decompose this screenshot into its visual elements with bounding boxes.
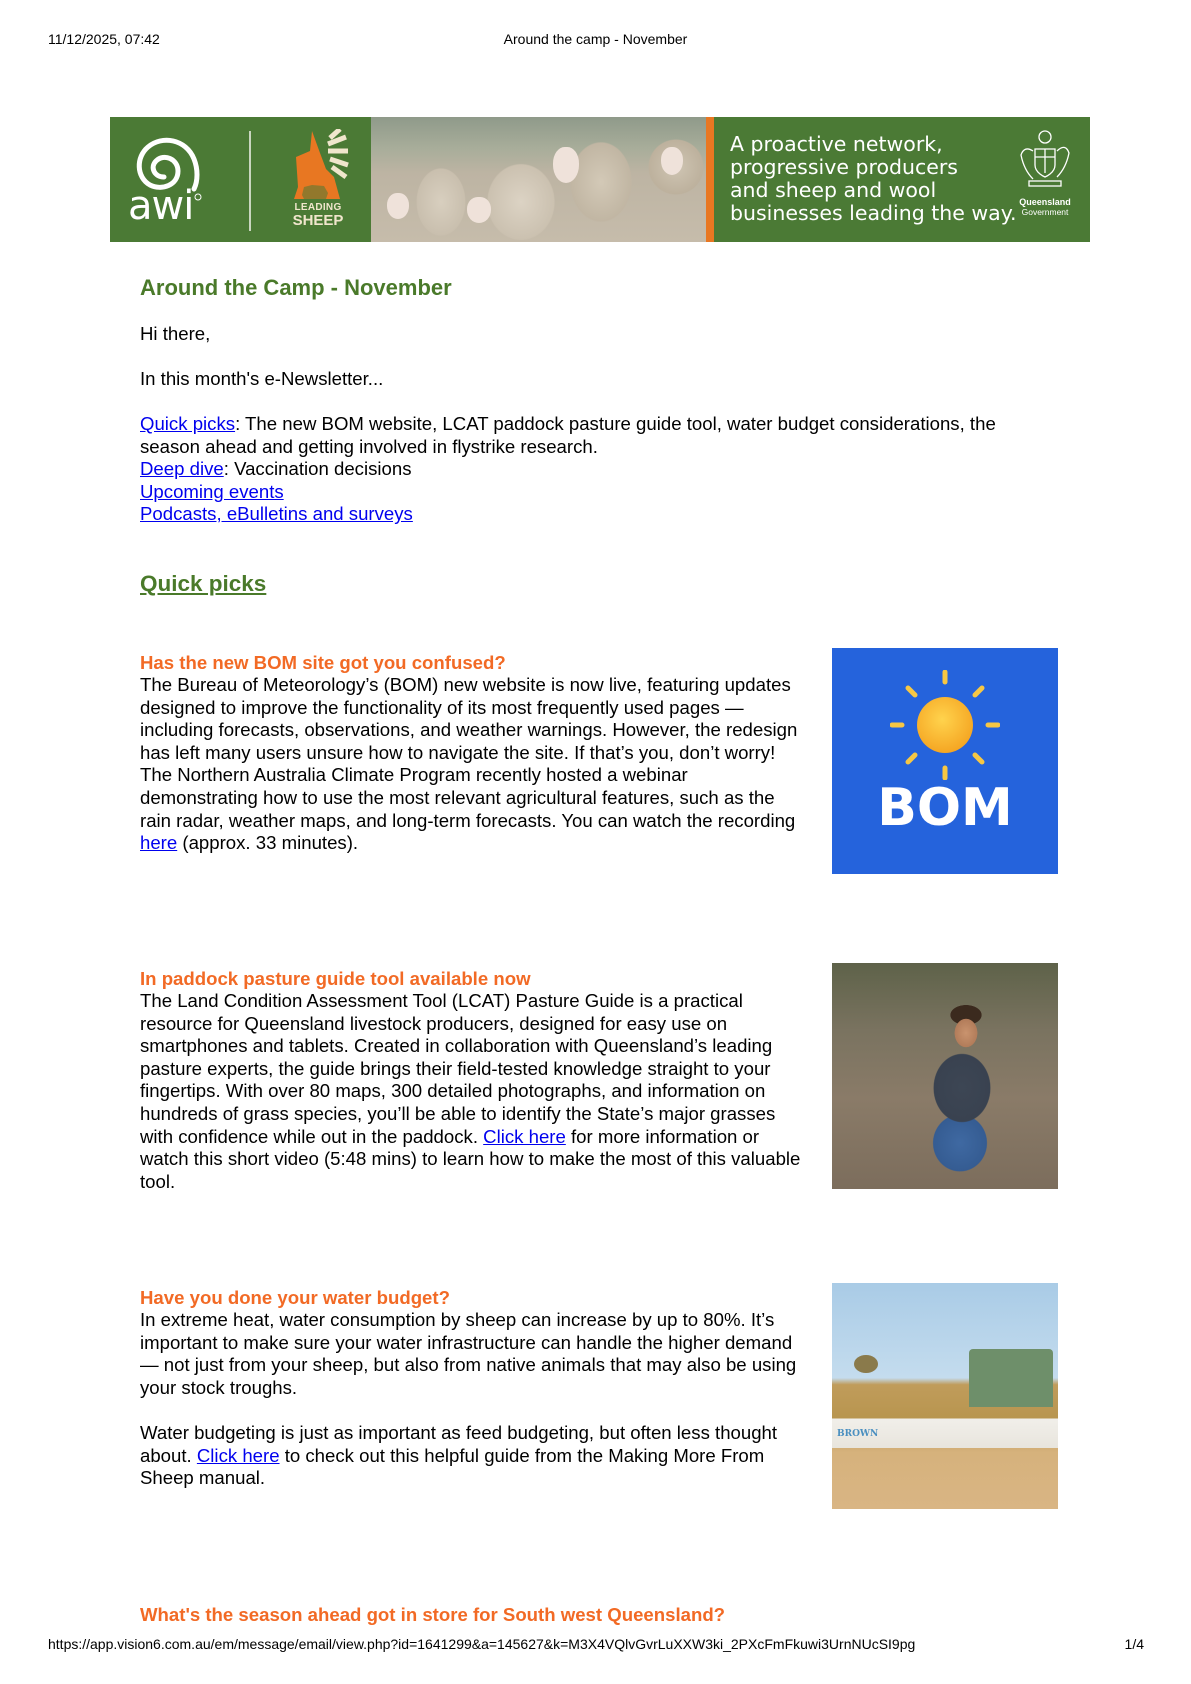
bom-logo-text: BOM: [877, 778, 1013, 838]
banner-divider: [249, 131, 251, 231]
print-url: https://app.vision6.com.au/em/message/email/view.php?id=1641299&a=145627&k=M3X4VQlvGvrLuXXW3ki_2PXcFmFkuwi3UrnNUcSI9pg: [48, 1636, 916, 1652]
toc-item: [140, 481, 1060, 504]
leading-sheep-logo-icon: [290, 129, 350, 204]
pasture-expert-photo: [832, 963, 1058, 1189]
section-heading-quick-picks[interactable]: Quick picks: [140, 571, 267, 596]
article-title-bom: Has the new BOM site got you confused?: [140, 652, 506, 673]
toc-item: Deep dive: Vaccination decisions: [140, 458, 412, 480]
article-title-season: What's the season ahead got in store for South west Queensland?: [140, 1604, 726, 1625]
leading-sheep-text: LEADING SHEEP: [292, 202, 344, 229]
print-datetime: 11/12/2025, 07:42: [48, 31, 160, 47]
coat-of-arms-icon: [1019, 127, 1071, 195]
banner-accent-bar: [706, 117, 714, 242]
header-banner: [110, 117, 1090, 242]
toc-item: Quick picks: The new BOM website, LCAT paddock pasture guide tool, water budget considerations, the season ahead and getting involved in flystrike research.: [140, 413, 996, 457]
greeting: Hi there,: [140, 323, 211, 344]
toc-link-podcasts[interactable]: Podcasts, eBulletins and surveys: [140, 503, 413, 525]
sun-icon: [890, 670, 1000, 780]
trough-label: BROWN: [837, 1429, 879, 1439]
print-page-number: 1/4: [1124, 1636, 1144, 1652]
article-body-bom: The Bureau of Meteorology’s (BOM) new website is now live, featuring updates designed to improve the functionality of its most frequently used pages — including forecasts, observations, and weather warnings. However, the redesign has left many users unsure how to navigate the site. If that’s you, don’t worry! The Northern Australia Climate Program recently hosted a webinar demonstrating how to use the most relevant agricultural features, such as the rain radar, weather maps, and long-term forecasts. You can watch the recording here (approx. 33 minutes).: [140, 674, 798, 854]
sheep-flock-photo: [371, 117, 706, 242]
bom-recording-link[interactable]: here: [140, 832, 178, 854]
intro-text: In this month's e-Newsletter...: [140, 368, 384, 389]
tree-shape: [854, 1355, 878, 1373]
awi-logo-text: awi: [128, 183, 194, 229]
toc-link-quick-picks[interactable]: Quick picks: [140, 413, 236, 434]
water-tank-shape: [969, 1349, 1053, 1407]
print-page-title: Around the camp - November: [503, 31, 688, 47]
banner-tagline: A proactive network, progressive producers and sheep and wool businesses leading the way.: [730, 132, 1017, 225]
queensland-government-logo: Queensland Government: [1010, 127, 1080, 232]
toc-link-upcoming-events[interactable]: Upcoming events: [140, 480, 284, 502]
water-tank-trough-photo: [832, 1283, 1058, 1509]
article-body-water: In extreme heat, water consumption by sheep can increase by up to 80%. It’s important to make sure your water infrastructure can handle the higher demand — not just from your sheep, but also from native animals that may also be using your stock troughs. Water budgeting is just as important as feed budgeting, but often less thought about. Click here to check out this helpful guide from the Making More From Sheep manual.: [140, 1309, 797, 1489]
article-body-lcat: The Land Condition Assessment Tool (LCAT) Pasture Guide is a practical resource for Queensland livestock producers, designed for easy use on smartphones and tablets. Created in collaboration with Queensland’s leading pasture experts, the guide brings their field-tested knowledge straight to your fingertips. With over 80 maps, 300 detailed photographs, and information on hundreds of grass species, you’ll be able to identify the State’s major grasses with confidence while out in the paddock. Click here for more information or watch this short video (5:48 mins) to learn how to make the most of this valuable tool.: [140, 990, 801, 1192]
article-title-lcat: In paddock pasture guide tool available now: [140, 968, 531, 989]
bom-logo-image: [832, 648, 1058, 874]
toc-item: [140, 503, 1060, 526]
table-of-contents: [140, 413, 1060, 526]
newsletter-title: Around the Camp - November: [140, 275, 452, 300]
water-budget-click-here-link[interactable]: Click here: [196, 1444, 280, 1466]
toc-link-deep-dive[interactable]: Deep dive: [140, 458, 224, 480]
article-title-water: Have you done your water budget?: [140, 1287, 450, 1308]
lcat-click-here-link[interactable]: Click here: [483, 1125, 566, 1147]
